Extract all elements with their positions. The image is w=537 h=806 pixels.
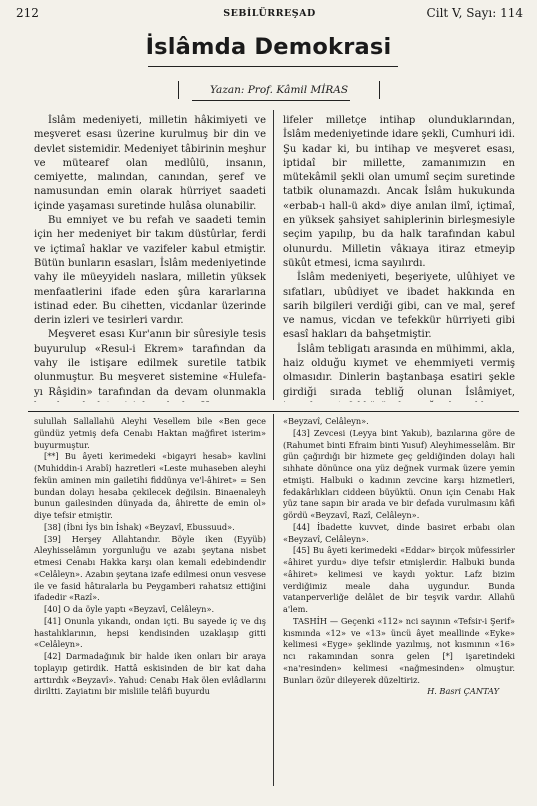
- footnote: [43] Zevcesi (Leyya bint Yakub), bazılarına göre de (Rahumet binti Efraim binti Yusuf) Aleyhimesselâm. Bir gün çağırdığı bir hizmete geç geldiğinden dolayı hali sıhhate dönünce ona yüz değnek vurmak üzere yemin etmişti. Halbuki o kadının zevcine karşı hizmetleri, fedakârlıkları ciddeen büyüktü. Onun için Cenabı Hak yüz tane sapın bir arada ve bir defada vurulmasını kâfi gördü «Beyzavî, Razî, Celâleyn».: [283, 427, 515, 520]
- footnote-separator: [28, 411, 519, 412]
- volume-issue: Cilt V, Sayı: 114: [426, 6, 523, 20]
- body-paragraph: İslâm medeniyeti, beşeriyete, ulûhiyet ve sıfatları, ubûdiyet ve ibadet hakkında en sarih bilgileri verdiği gibi, can ve mal, şeref ve namus, vicdan ve tefekkür hürriyeti gibi esasî hakları da bahşetmiştir.: [283, 272, 515, 341]
- body-paragraph: Meşveret esası Kur'anın bir sûresiyle tesis buyurulup «Resul-i Ekrem» tarafından da vahy ile istişare edilmek suretile tatbik olunmuştur. Bu meşveret sistemine «Hulefa-yı Râşidin» tarafından da devam olunmakla: [34, 329, 266, 398]
- footnote: [42] Darmadağınık bir halde iken onları bir araya toplayıp getirdik. Hattâ eskisinden de bir kat daha arttırdık «Beyzavî». Yahud: Cenabı Hak ölen evlâdlarını diriltti. Zayiatını bir misliile telâfi buyurdu: [34, 651, 266, 697]
- footnotes-column-left: [34, 416, 266, 786]
- page-number: 212: [16, 6, 39, 20]
- footnote: [41] Onunla yıkandı, ondan içti. Bu sayede iç ve dış hastalıklarının, hepsi kendisinden uzaklaşıp gitti «Celâleyn».: [34, 615, 266, 650]
- journal-name: SEBİLÜRREŞAD: [223, 8, 316, 19]
- running-header: [16, 6, 523, 24]
- body-paragraph: İslâm tebligatı arasında en mühimmi, akla, haiz olduğu kıymet ve ehemmiyeti vermiş olmasıdır. Dinlerin baştanbaşa esatiri şekle girdiği sırada tebliğ olunan İslâmiyet,: [283, 343, 515, 398]
- footnote: [44] İbadette kuvvet, dinde basiret erbabı olan «Beyzavî, Celâleyn».: [283, 521, 515, 544]
- signature: H. Basri ÇANTAY: [427, 686, 499, 697]
- footnote: sulullah Sallallahü Aleyhi Vesellem bile «Ben gece gündüz yetmiş defa Cenabı Haktan mağfiret isterim» buyurmuştur.: [34, 416, 266, 450]
- body-column-left: [34, 114, 266, 402]
- errata-note: TASHİH — Geçenki «112» nci sayının «Tefsir-i Şerif» kısmında «12» ve «13» üncü âyet meallinde «Eyke» kelimesi «Eyge» şeklinde yazılmış, not kısmının «16» ncı rakamından sonra gelen [*] işaretindeki «na'resinden» kelimesi «nağmesinden» olmuştur. Bunları özür dileyerek düzeltiriz.: [283, 615, 515, 685]
- author-underline: [192, 100, 350, 101]
- body-paragraph: lifeler milletçe intihap olunduklarından, İslâm medeniyetinde idare şekli, Cumhuri idi. Şu kadar ki, bu intihap ve meşveret esası, iptidaî bir millette, zamanımızın en mütekâmil şekli olan umumî seçim suretinde tatbik olunamazdı. Ancak İslâm hukukunda «erbab-ı hall-ü akd» diye anılan ilmî, içtimaî, en yüksek şahsiyet sahiplerinin birleşmesiyle seçim yapılıp, bu da halk tarafından kabul olunurdu. Milletin vâkıaya itiraz etmeyip sükût etmesi, icma sayılırdı.: [283, 115, 515, 269]
- column-divider: [273, 110, 274, 400]
- footnote: «Beyzavî, Celâleyn».: [283, 416, 369, 426]
- author-byline: Yazan: Prof. Kâmil MİRAS: [178, 81, 380, 99]
- body-column-right: [283, 114, 515, 402]
- footnote: [**] Bu âyeti kerimedeki «bigayri hesab» kavlini (Muhiddin-i Arabî) hazretleri «Leste muhaseben aleyhi fekün aminen min gailetihi fiddünya ve'l-âhiret» = Sen bundan dolayı hesaba çekilecek değilsin. Binaenaleyh bunun gailesinden dünyada da, âhirette de emin ol» diye tefsir etmiştir.: [34, 451, 266, 520]
- footnote: [38] (İbni İys bin İshak) «Beyzavî, Ebussuud».: [44, 521, 235, 532]
- body-paragraph: Bu emniyet ve bu refah ve saadeti temin için her medeniyet bir takım düstûrlar, ferdi ve içtimaî haklar ve vazifeler kabul etmiştir. Bütün bunların esasları, İslâm medeniyetinde vahy ile müeyyidelı naslara, milletin yüksek menfaatlerini ifade eden şûra kararlarına istinad eder. Bu cihetten, vicdanlar üzerinde derin izleri ve tesirleri vardır.: [34, 215, 266, 327]
- footnote: [45] Bu âyeti kerimedeki «Eddar» birçok müfessirler «âhiret yurdu» diye tefsir etmişlerdir. Halbuki bunda «âhiret» kelimesi ve kaydı yoktur. Lafz bizim verdiğimiz meale daha uygundur. Bunda vatanperverliğe delâlet de bir teşvik vardır. Allahü a'lem.: [283, 545, 515, 614]
- footnotes-column-right: [283, 416, 515, 788]
- title-underline: [148, 66, 398, 67]
- body-paragraph: İslâm medeniyeti, milletin hâkimiyeti ve meşveret esası üzerine kurulmuş bir din ve devlet sistemidir. Medeniyet tâbirinin meşhur ve mütearef olan medlûlü, insanın, cemiyette, malından, canından, şeref ve namusundan emin olarak hürriyet saadeti içinde yaşaması suretinde hulâsa olunabilir.: [34, 115, 266, 212]
- footnote: [39] Herşey Allahtandır. Böyle iken (Eyyüb) Aleyhisselâmın yorgunluğu ve azabı şeytana nisbet etmesi Cenabı Hakka karşı olan kemali edebindendir «Celâleyn». Azabın şeytana izafe edilmesi onun vesvese ile ve fasid hâtıralarla bu Peygamberi rahatsız ettiğini ifadedir «Razî».: [34, 533, 266, 603]
- article-title: İslâmda Demokrasi: [145, 34, 392, 60]
- footnote-column-divider: [273, 414, 274, 786]
- footnote: [40] O da öyle yaptı «Beyzavî, Celâleyn».: [44, 604, 215, 614]
